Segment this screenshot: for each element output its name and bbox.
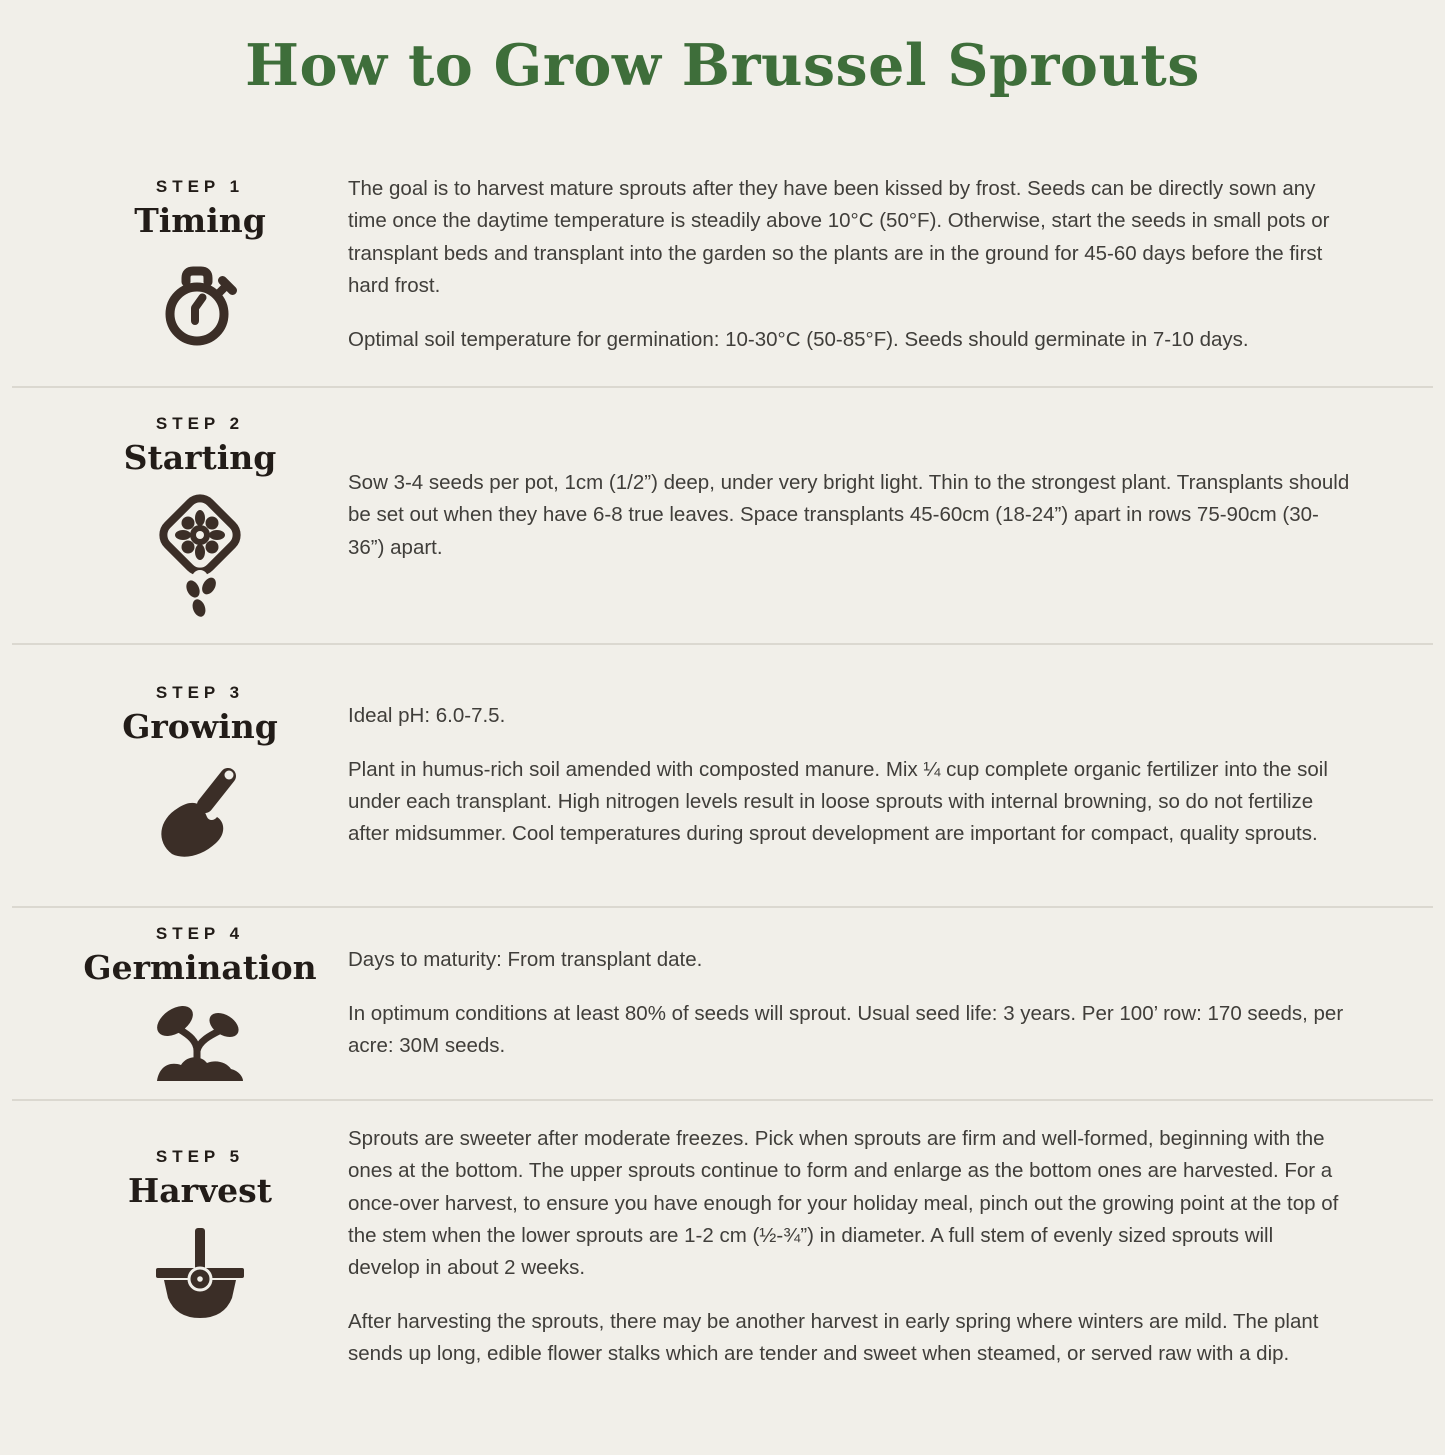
step-heading: Timing bbox=[134, 200, 266, 240]
step-paragraph: Days to maturity: From transplant date. bbox=[348, 948, 703, 972]
step-label: STEP 1 bbox=[155, 176, 245, 196]
step-label: STEP 4 bbox=[155, 923, 245, 943]
step-heading: Starting bbox=[123, 437, 277, 477]
sprout-icon bbox=[139, 999, 261, 1083]
step-label: STEP 3 bbox=[155, 682, 245, 702]
step-header-column bbox=[60, 414, 340, 617]
step-paragraph: Optimal soil temperature for germination: 10-30°C (50-85°F). Seeds should germinate in 7-10 days. bbox=[348, 327, 1249, 351]
step-paragraph: After harvesting the sprouts, there may be another harvest in early spring where winters are mild. The plant sends up long, edible flower stalks which are tender and sweet when steamed, or served raw with a dip. bbox=[348, 1309, 1319, 1366]
page-title: How to Grow Brussel Sprouts bbox=[245, 32, 1200, 99]
step-paragraph: The goal is to harvest mature sprouts after they have been kissed by frost. Seeds can be directly sown any time once the daytime temperature is steadily above 10°C (50°F). Otherwise, start the seeds in small pots or transplant beds and transplant into the garden so the plants are in the ground for 45-60 days before the first hard frost. bbox=[348, 177, 1330, 298]
step-heading: Germination bbox=[83, 947, 317, 987]
step-body bbox=[348, 173, 1350, 356]
step-body bbox=[348, 1123, 1350, 1371]
step-header-column bbox=[60, 177, 340, 352]
step-label: STEP 2 bbox=[155, 413, 245, 433]
step-paragraph: Ideal pH: 6.0-7.5. bbox=[348, 704, 506, 728]
step-paragraph: Plant in humus-rich soil amended with composted manure. Mix ¼ cup complete organic fertilizer into the soil under each transplant. High nitrogen levels result in loose sprouts with internal browning, so do not fertilize after midsummer. Cool temperatures during sprout development are important for compact, quality sprouts. bbox=[348, 757, 1328, 846]
step-heading: Harvest bbox=[128, 1171, 272, 1211]
steps-list bbox=[0, 143, 1445, 1393]
stopwatch-icon bbox=[150, 252, 250, 352]
step-label: STEP 5 bbox=[155, 1147, 245, 1167]
step-paragraph: Sow 3-4 seeds per pot, 1cm (1/2”) deep, under very bright light. Thin to the strongest plant. Transplants should be set out when they have 6-8 true leaves. Space transplants 45-60cm (18-24”) apart in rows 75-90cm (30-36”) apart. bbox=[348, 470, 1350, 559]
trowel-icon bbox=[148, 758, 252, 868]
seed-packet-icon bbox=[148, 489, 252, 617]
flower-glyph bbox=[175, 510, 225, 560]
step-body bbox=[348, 700, 1350, 851]
step-paragraph: Sprouts are sweeter after moderate freezes. Pick when sprouts are firm and well-formed, beginning with the ones at the bottom. The upper sprouts continue to form and enlarge as the bottom ones are harvested. For a once-over harvest, to ensure you have enough for your holiday meal, pinch out the growing point at the top of the stem when the lower sprouts are 1-2 cm (½-¾”) in diameter. A full stem of evenly sized sprouts will develop in about 2 weeks. bbox=[348, 1126, 1339, 1280]
step-header-column bbox=[60, 924, 340, 1083]
step-section-germination bbox=[0, 908, 1445, 1099]
step-section-timing bbox=[0, 143, 1445, 386]
step-body bbox=[348, 944, 1350, 1062]
step-header-column bbox=[60, 1147, 340, 1346]
step-section-harvest bbox=[0, 1101, 1445, 1393]
step-paragraph: In optimum conditions at least 80% of seeds will sprout. Usual seed life: 3 years. Per 100’ row: 170 seeds, per acre: 30M seeds. bbox=[348, 1001, 1344, 1058]
step-header-column bbox=[60, 683, 340, 868]
step-section-growing bbox=[0, 645, 1445, 906]
step-body bbox=[348, 467, 1350, 564]
step-section-starting bbox=[0, 388, 1445, 643]
basket-icon bbox=[150, 1222, 250, 1346]
step-heading: Growing bbox=[122, 706, 278, 746]
